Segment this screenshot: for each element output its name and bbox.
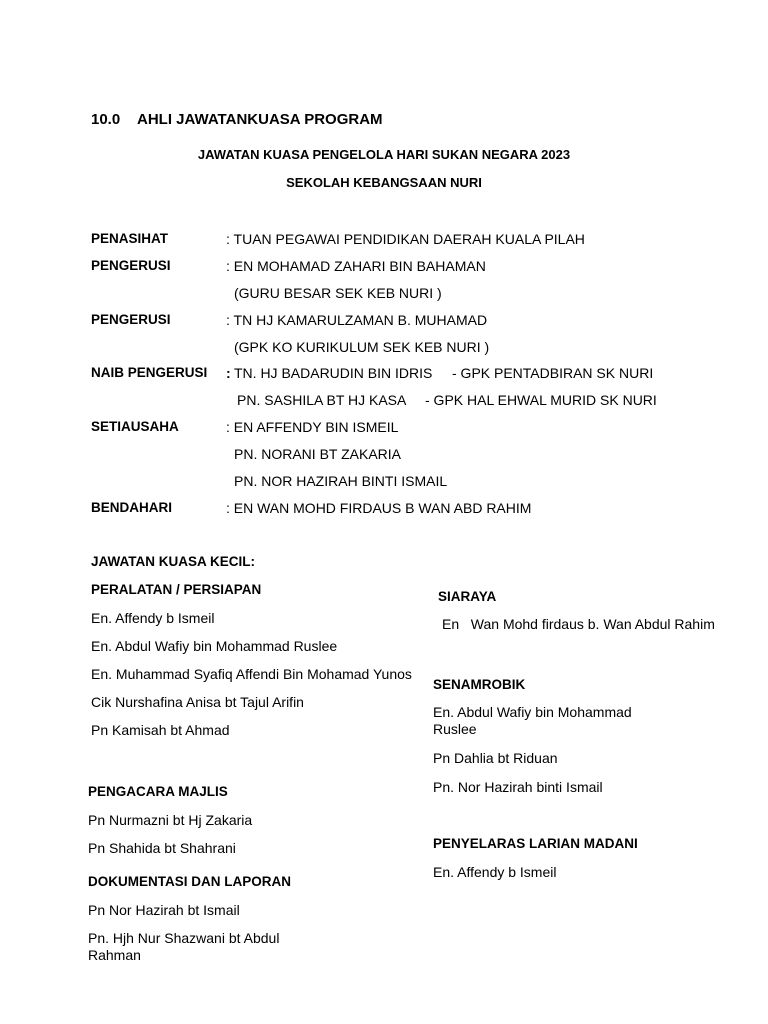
document-title: JAWATAN KUASA PENGELOLA HARI SUKAN NEGARA 2023 xyxy=(197,147,571,162)
naib-colon: : xyxy=(226,365,231,381)
list-item: En. Affendy b Ismeil xyxy=(91,610,215,626)
naib-role-2: - GPK HAL EHWAL MURID SK NURI xyxy=(425,392,657,408)
list-item: Pn Dahlia bt Riduan xyxy=(433,750,558,766)
dokumentasi-heading: DOKUMENTASI DAN LAPORAN xyxy=(88,874,291,889)
senamrobik-heading: SENAMROBIK xyxy=(433,677,526,692)
pengerusi-2-value: : TN HJ KAMARULZAMAN B. MUHAMAD xyxy=(226,312,488,328)
list-item: Pn. Nor Hazirah binti Ismail xyxy=(433,779,603,795)
list-item: Pn Nor Hazirah bt Ismail xyxy=(88,902,240,918)
pengerusi-2-note: (GPK KO KURIKULUM SEK KEB NURI ) xyxy=(234,339,490,355)
list-item: En. Muhammad Syafiq Affendi Bin Mohamad Yunos xyxy=(91,666,412,682)
list-item: En. Affendy b Ismeil xyxy=(433,864,557,880)
naib-pengerusi-label: NAIB PENGERUSI xyxy=(91,365,208,380)
naib-name-2: PN. SASHILA BT HJ KASA xyxy=(237,392,407,408)
pengerusi-value: : EN MOHAMAD ZAHARI BIN BAHAMAN xyxy=(226,258,486,274)
section-number: 10.0 xyxy=(91,111,121,128)
peralatan-heading: PERALATAN / PERSIAPAN xyxy=(91,582,262,597)
setiausaha-extra-2: PN. NOR HAZIRAH BINTI ISMAIL xyxy=(234,473,448,489)
list-item: En Wan Mohd firdaus b. Wan Abdul Rahim xyxy=(442,616,715,632)
list-item: En. Abdul Wafiy bin Mohammad Ruslee xyxy=(433,704,632,737)
naib-name-1: TN. HJ BADARUDIN BIN IDRIS xyxy=(234,365,433,381)
setiausaha-value: : EN AFFENDY BIN ISMEIL xyxy=(226,419,399,435)
setiausaha-extra-1: PN. NORANI BT ZAKARIA xyxy=(234,446,401,462)
list-item: En. Abdul Wafiy bin Mohammad Ruslee xyxy=(91,638,338,654)
bendahari-value: : EN WAN MOHD FIRDAUS B WAN ABD RAHIM xyxy=(226,500,532,516)
pengerusi-note: (GURU BESAR SEK KEB NURI ) xyxy=(234,285,442,301)
naib-role-1: - GPK PENTADBIRAN SK NURI xyxy=(452,365,654,381)
penasihat-label: PENASIHAT xyxy=(91,231,169,246)
section-title: AHLI JAWATANKUASA PROGRAM xyxy=(137,111,383,128)
setiausaha-label: SETIAUSAHA xyxy=(91,419,179,434)
pengerusi-2-label: PENGERUSI xyxy=(91,312,171,327)
list-item: Pn. Hjh Nur Shazwani bt Abdul Rahman xyxy=(88,930,280,963)
siaraya-heading: SIARAYA xyxy=(438,589,497,604)
list-item: Cik Nurshafina Anisa bt Tajul Arifin xyxy=(91,694,304,710)
pengacara-heading: PENGACARA MAJLIS xyxy=(88,784,228,799)
penasihat-value: : TUAN PEGAWAI PENDIDIKAN DAERAH KUALA PILAH xyxy=(226,231,585,247)
list-item: Pn Kamisah bt Ahmad xyxy=(91,722,230,738)
kecil-heading: JAWATAN KUASA KECIL: xyxy=(91,554,255,569)
penyelaras-heading: PENYELARAS LARIAN MADANI xyxy=(433,836,638,851)
list-item: Pn Nurmazni bt Hj Zakaria xyxy=(88,812,253,828)
list-item: Pn Shahida bt Shahrani xyxy=(88,840,236,856)
school-name: SEKOLAH KEBANGSAAN NURI xyxy=(286,175,482,190)
pengerusi-label: PENGERUSI xyxy=(91,258,171,273)
bendahari-label: BENDAHARI xyxy=(91,500,172,515)
